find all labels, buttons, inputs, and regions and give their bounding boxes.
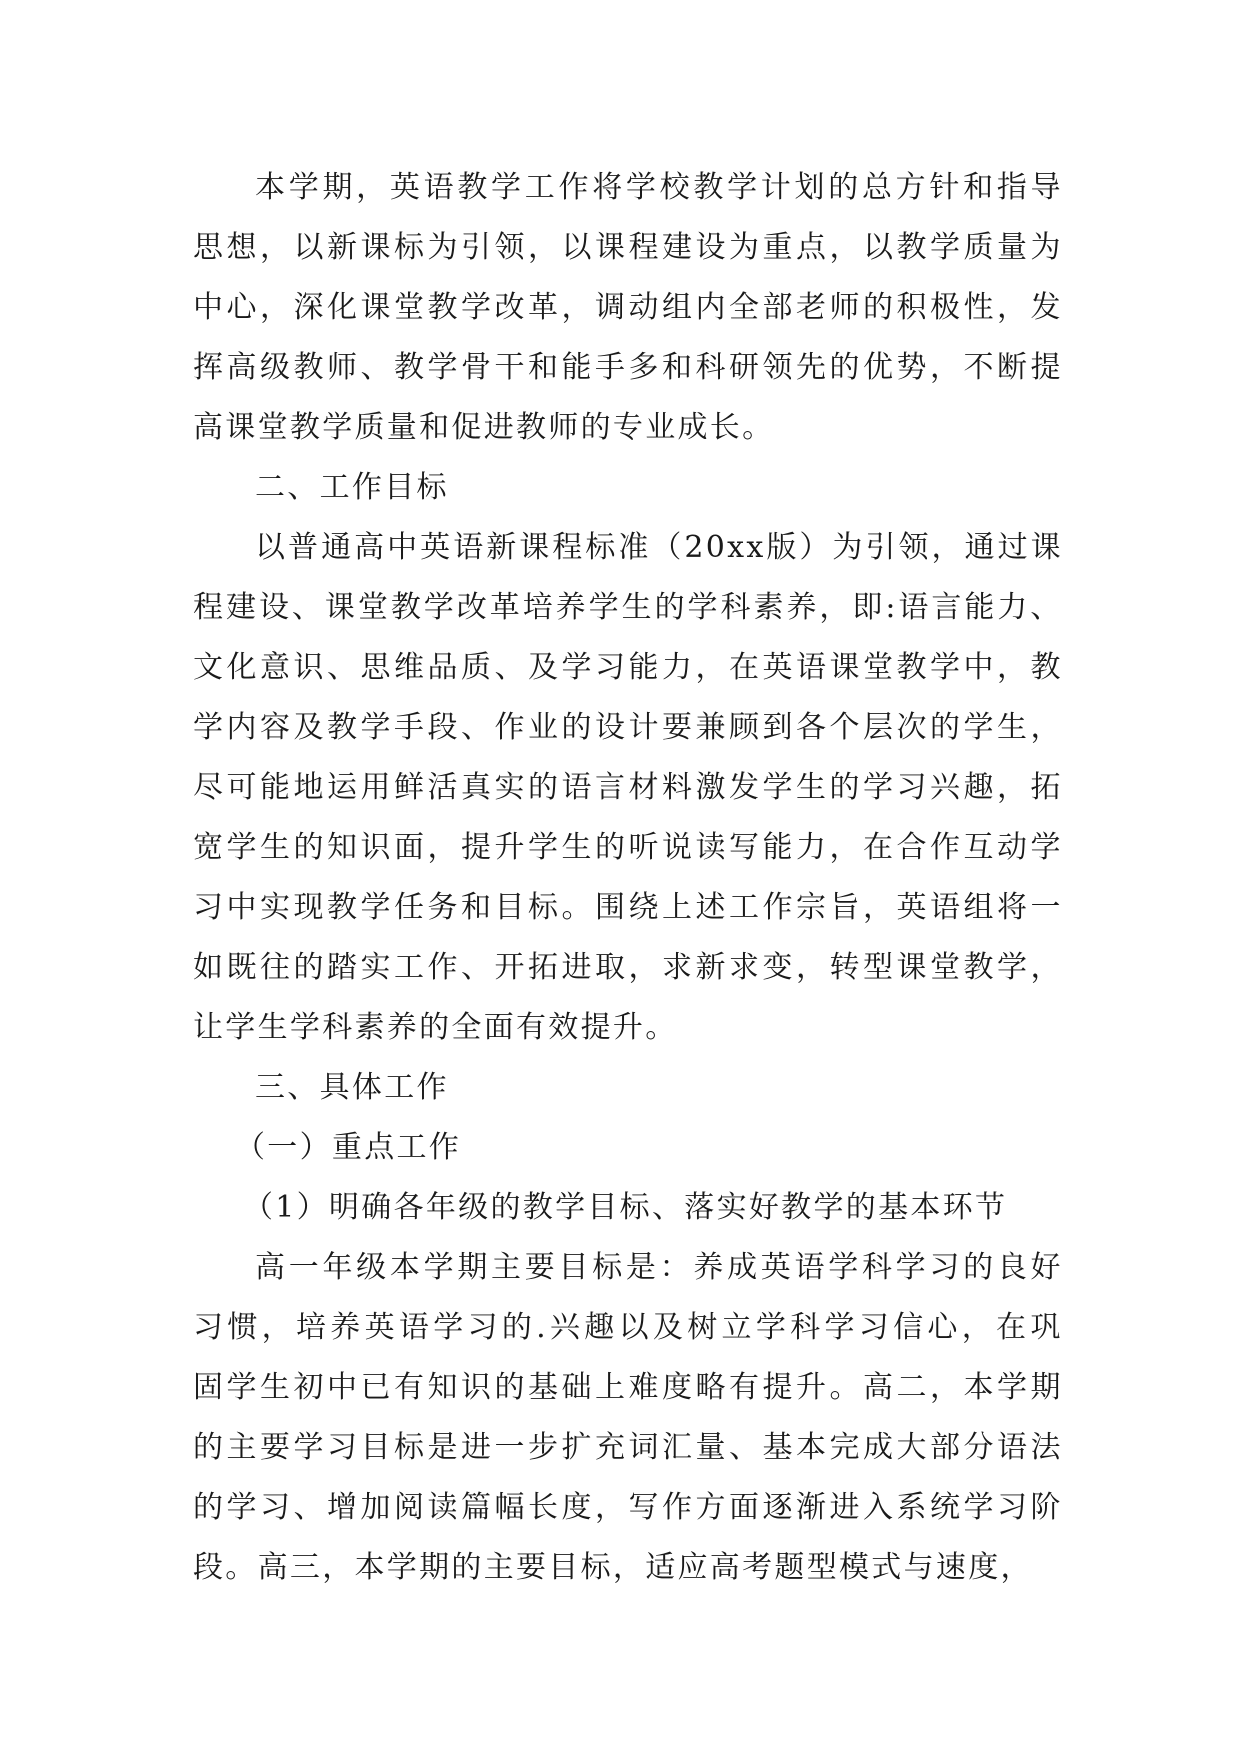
text-line: 尽 可 能 地 运 用 鲜 活 真 实 的 语 言 材 料 激 发 学 生 的 学 习 兴 趣 ， 拓	[193, 770, 1063, 805]
text-line: 高课堂教学质量和促进教师的专业成长。	[193, 410, 775, 445]
text-line: （1）明确各年级的教学目标、落实好教学的基本环节	[243, 1190, 1008, 1225]
paragraph	[193, 518, 1063, 1058]
text-line: 的 学 习 、 增 加 阅 读 篇 幅 长 度 ， 写 作 方 面 逐 渐 进 入 系 统 学 习 阶	[193, 1490, 1063, 1525]
text-line: 的 主 要 学 习 目 标 是 进 一 步 扩 充 词 汇 量 、 基 本 完 成 大 部 分 语 法	[193, 1430, 1063, 1465]
text-line: 中 心 ， 深 化 课 堂 教 学 改 革 ， 调 动 组 内 全 部 老 师 的 积 极 性 ， 发	[193, 290, 1063, 325]
text-line: 思 想 ， 以 新 课 标 为 引 领 ， 以 课 程 建 设 为 重 点 ， 以 教 学 质 量 为	[193, 230, 1063, 265]
text-line: 如 既 往 的 踏 实 工 作 、 开 拓 进 取 ， 求 新 求 变 ， 转 型 课 堂 教 学 ，	[193, 950, 1063, 985]
text-line: 让学生学科素养的全面有效提升。	[193, 1010, 678, 1045]
text-line: 固 学 生 初 中 已 有 知 识 的 基 础 上 难 度 略 有 提 升 。 高 二 ， 本 学 期	[193, 1370, 1063, 1405]
text-line: 段。高三，本学期的主要目标，适应高考题型模式与速度，	[193, 1550, 1033, 1585]
text-line: 宽 学 生 的 知 识 面 ， 提 升 学 生 的 听 说 读 写 能 力 ， 在 合 作 互 动 学	[193, 830, 1063, 865]
text-line: 文 化 意 识 、 思 维 品 质 、 及 学 习 能 力 ， 在 英 语 课 堂 教 学 中 ， 教	[193, 650, 1063, 685]
text-line: （一）重点工作	[235, 1130, 462, 1165]
text-line: 三、具体工作	[255, 1070, 449, 1105]
paragraph	[193, 158, 1063, 458]
text-line: 本 学 期 ， 英 语 教 学 工 作 将 学 校 教 学 计 划 的 总 方 针 和 指 导	[255, 170, 1063, 205]
section-heading	[193, 1058, 1063, 1118]
text-line: 习 中 实 现 教 学 任 务 和 目 标 。 围 绕 上 述 工 作 宗 旨 ， 英 语 组 将 一	[193, 890, 1063, 925]
text-line: 习 惯 ， 培 养 英 语 学 习 的 . 兴 趣 以 及 树 立 学 科 学 习 信 心 ， 在 巩	[193, 1310, 1063, 1345]
paragraph	[193, 1238, 1063, 1598]
text-line: 挥 高 级 教 师 、 教 学 骨 干 和 能 手 多 和 科 研 领 先 的 优 势 ， 不 断 提	[193, 350, 1063, 385]
text-line: 学 内 容 及 教 学 手 段 、 作 业 的 设 计 要 兼 顾 到 各 个 层 次 的 学 生 ，	[193, 710, 1063, 745]
text-line: 程 建 设 、 课 堂 教 学 改 革 培 养 学 生 的 学 科 素 养 ， 即 : 语 言 能 力 、	[193, 590, 1063, 625]
subsection-heading	[193, 1118, 1063, 1178]
section-heading	[193, 458, 1063, 518]
document-body	[193, 158, 1063, 1598]
text-line: 高 一 年 级 本 学 期 主 要 目 标 是 ： 养 成 英 语 学 科 学 习 的 良 好	[255, 1250, 1063, 1285]
list-item-heading	[193, 1178, 1063, 1238]
text-line: 二、工作目标	[255, 470, 449, 505]
text-line: 以 普 通 高 中 英 语 新 课 程 标 准 （ 20xx 版 ） 为 引 领 ， 通 过 课	[255, 530, 1063, 565]
